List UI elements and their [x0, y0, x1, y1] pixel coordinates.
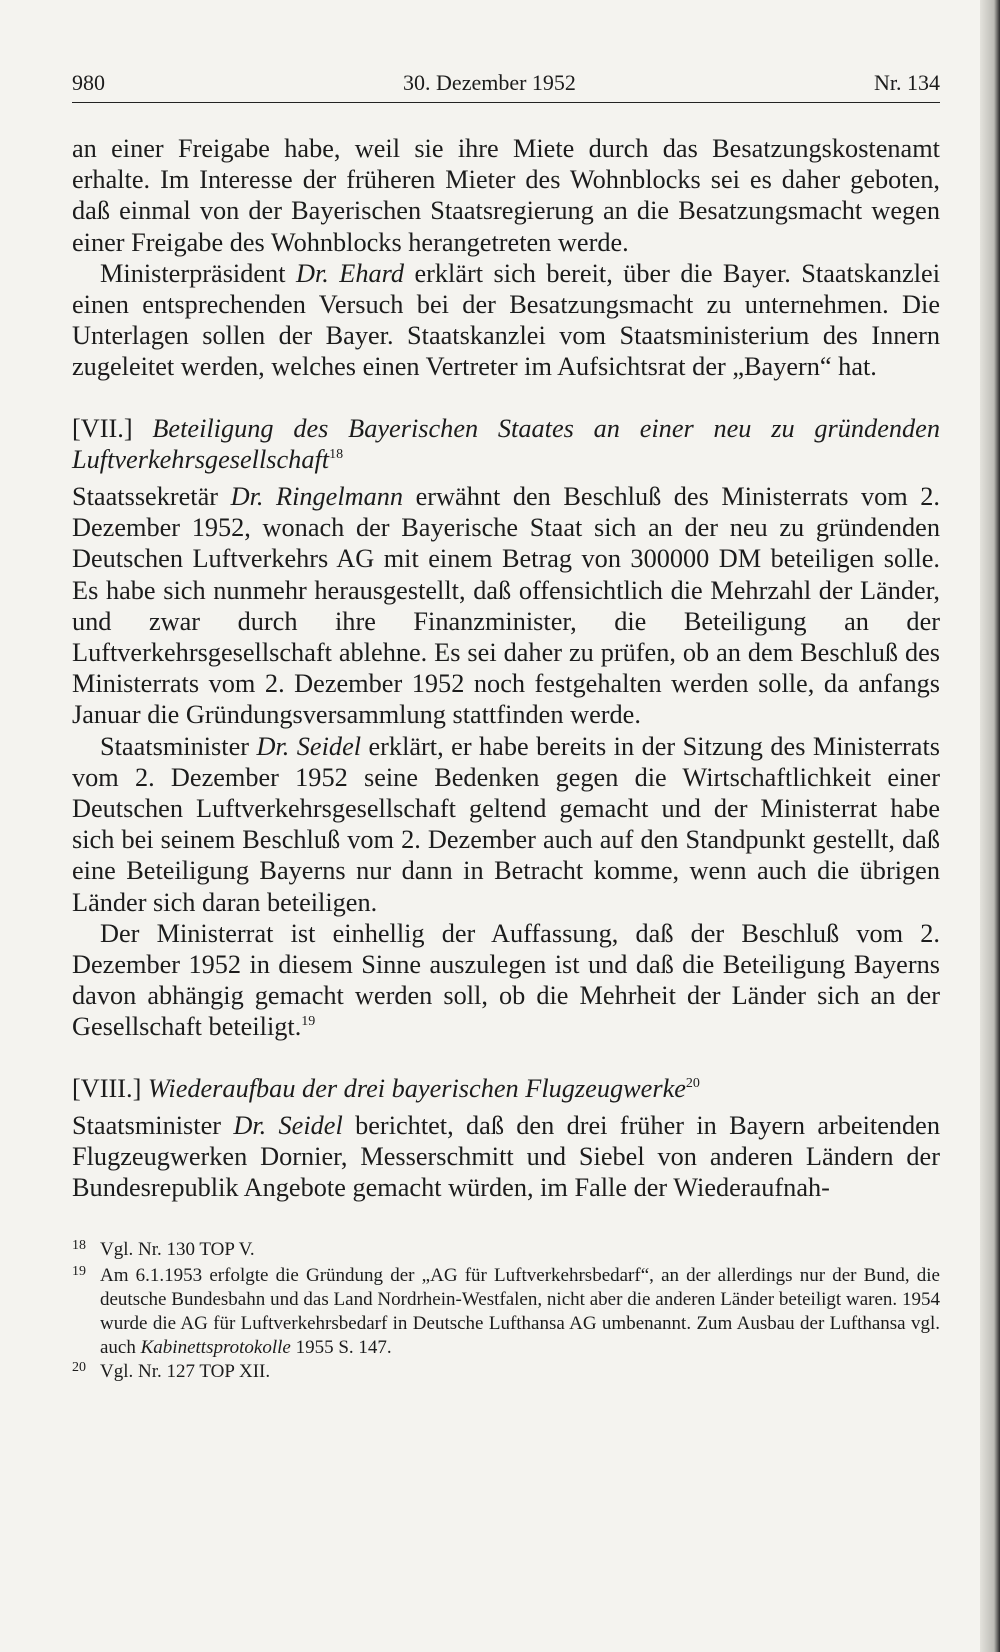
page-edge-shadow	[980, 0, 1000, 1652]
speaker-name: Dr. Ehard	[295, 258, 405, 288]
running-header	[72, 70, 940, 103]
footnotes	[72, 1238, 940, 1386]
footnote: 18 Vgl. Nr. 130 TOP V.	[72, 1237, 255, 1260]
paragraph: Ministerpräsident Dr. Ehard erklärt sich bereit, über die Bayer. Staatskanzlei einen entsprechenden Versuch bei der Besatzungsmacht zu unternehmen. Die Unterlagen sollen der Bayer. Staatskanzlei vom Staatsministerium des Innern zugeleitet werden, welches einen Vertreter im Aufsichtsrat der „Bayern“ hat.	[72, 258, 941, 382]
footnote-ref: 19	[301, 1014, 316, 1030]
main-text	[72, 133, 940, 1204]
speaker-name: Dr. Seidel	[233, 1110, 343, 1140]
footnote: 19 Am 6.1.1953 erfolgte die Gründung der „AG für Luftverkehrsbedarf“, an der allerdings nur der Bund, die deutsche Bundesbahn und das Land Nordrhein-Westfalen, nicht aber die anderen Länder beteiligt waren. 1954 wurde die AG für Luftverkehrsbedarf in Deutsche Lufthansa AG umbenannt. Zum Ausbau der Lufthansa vgl. auch Kabinettsprotokolle 1955 S. 147.	[72, 1263, 940, 1358]
agenda-heading-vii: [VII.] Beteiligung des Bayerischen Staates an einer neu zu gründenden Luftverkehrsgesellschaft$^{18}$	[72, 413, 940, 474]
paragraph: Staatsminister Dr. Seidel berichtet, daß den drei früher in Bayern arbeitenden Flugzeugwerken Dornier, Messerschmitt und Siebel von anderen Ländern der Bundesrepublik Angebote gemacht würden, im Falle der Wiederaufnah-	[72, 1110, 941, 1203]
header-date: 30. Dezember 1952	[403, 70, 576, 95]
page-number: 980	[72, 70, 105, 95]
speaker-name: Dr. Seidel	[256, 731, 362, 761]
paragraph: an einer Freigabe habe, weil sie ihre Miete durch das Besatzungskostenamt erhalte. Im Interesse der früheren Mieter des Wohnblocks sei es daher geboten, daß einmal von der Bayerischen Staatsregierung an die Besatzungsmacht wegen einer Freigabe des Wohnblocks herangetreten werde.	[72, 134, 940, 257]
footnote-ref: 20	[685, 1075, 700, 1091]
header-issue: Nr. 134	[873, 70, 940, 95]
paragraph: Staatsminister Dr. Seidel erklärt, er habe bereits in der Sitzung des Ministerrats vom 2. Dezember 1952 seine Bedenken gegen die Wirtschaftlichkeit einer Deutschen Luftverkehrsgesellschaft geltend gemacht und der Ministerrat habe sich bei seinem Beschluß vom 2. Dezember auch auf den Standpunkt gestellt, daß eine Beteiligung Bayerns nur dann in Betracht komme, wenn auch die übrigen Länder sich daran beteiligen.	[72, 731, 940, 917]
document-page	[72, 70, 940, 1386]
footnote-ref: 18	[329, 446, 344, 462]
paragraph: Der Ministerrat ist einhellig der Auffassung, daß der Beschluß vom 2. Dezember 1952 in diesem Sinne auszulegen ist und daß die Beteiligung Bayerns davon abhängig gemacht werden soll, ob die Mehrheit der Länder sich an der Gesellschaft beteiligt.$^{19}$	[72, 918, 940, 1042]
footnote: 20 Vgl. Nr. 127 TOP XII.	[72, 1359, 271, 1382]
paragraph: Staatssekretär Dr. Ringelmann erwähnt den Beschluß des Ministerrats vom 2. Dezember 1952, wonach der Bayerische Staat sich an der neu zu gründenden Deutschen Luftverkehrs AG mit einem Betrag von 300000 DM beteiligen solle. Es habe sich nunmehr herausgestellt, daß offensichtlich die Mehrzahl der Länder, und zwar durch ihre Finanzminister, die Beteiligung an der Luftverkehrsgesellschaft ablehne. Es sei daher zu prüfen, ob an dem Beschluß des Ministerrats vom 2. Dezember 1952 noch festgehalten werden solle, da anfangs Januar die Gründungsversammlung stattfinden werde.	[72, 482, 940, 730]
speaker-name: Dr. Ringelmann	[230, 482, 404, 512]
agenda-heading-viii: [VIII.] Wiederaufbau der drei bayerischen Flugzeugwerke$^{20}$	[72, 1073, 700, 1103]
